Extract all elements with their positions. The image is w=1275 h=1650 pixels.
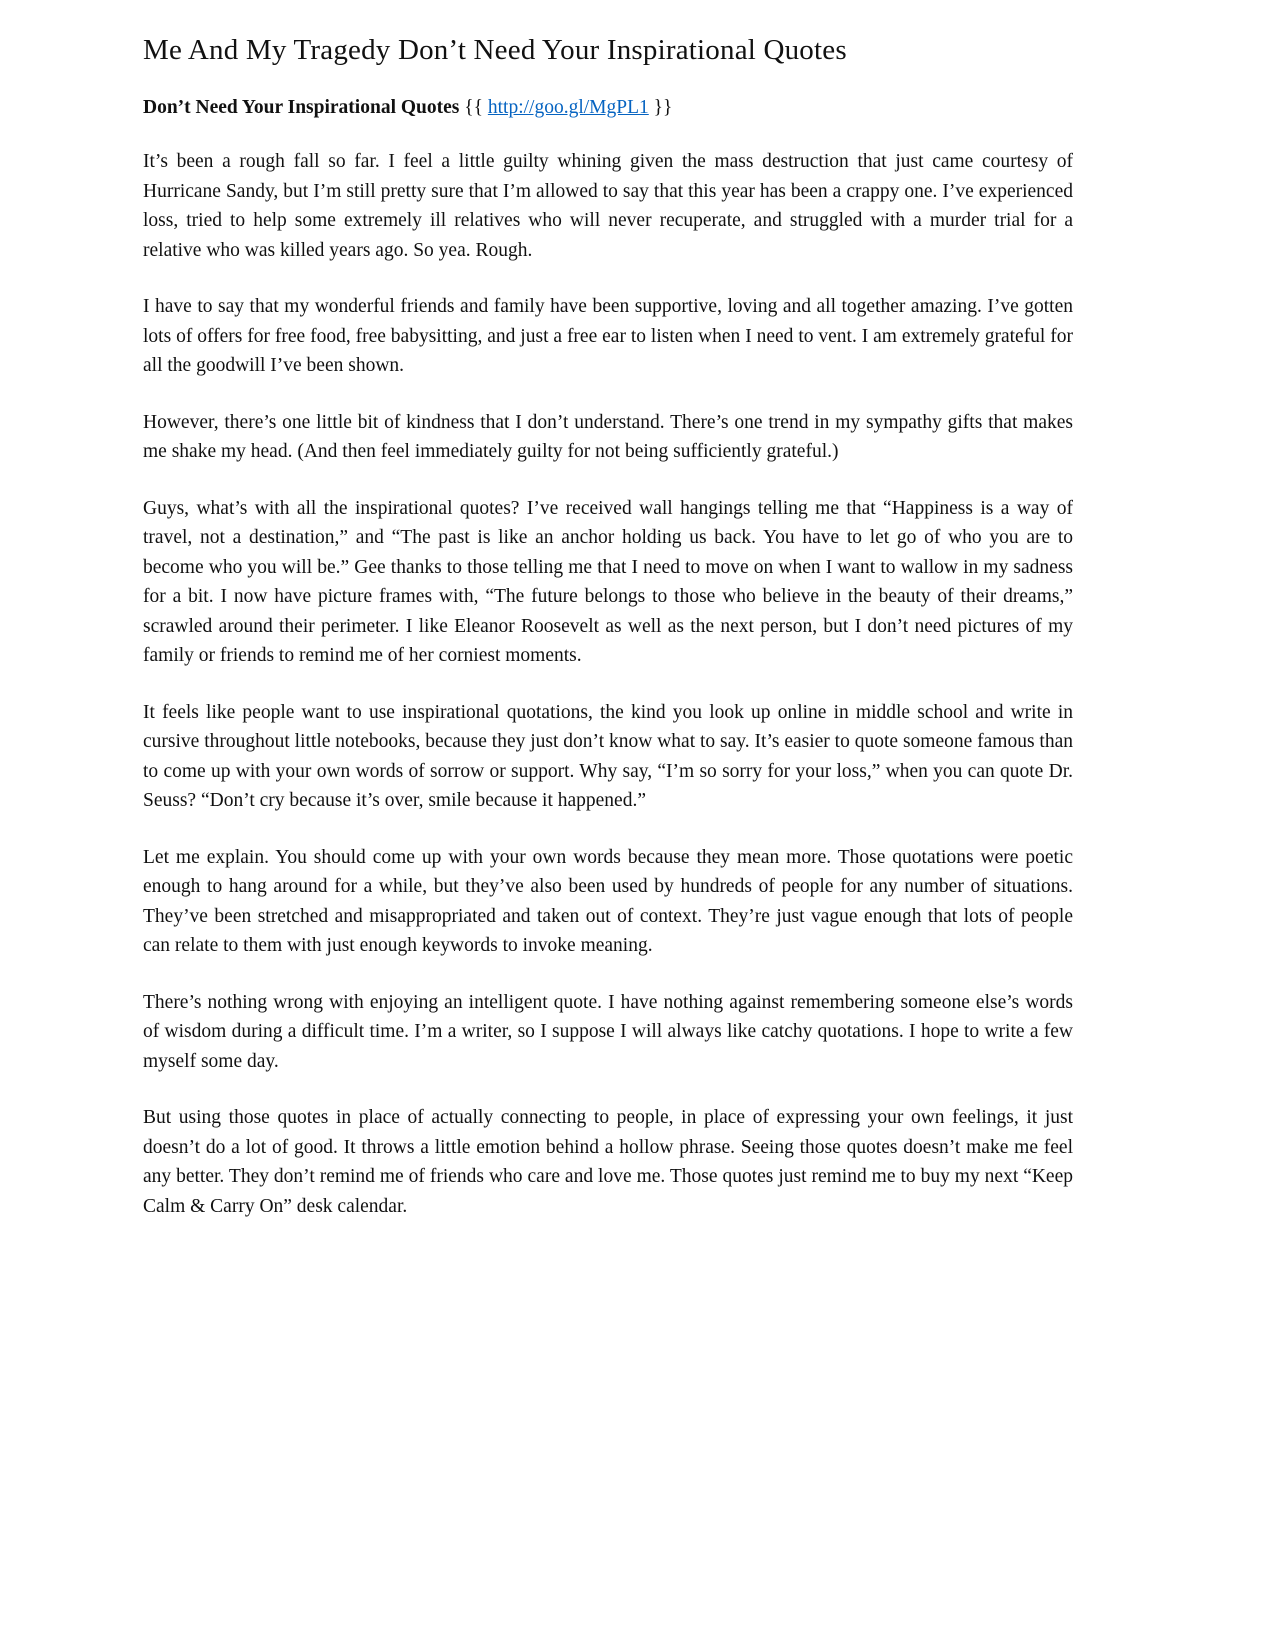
subtitle-close-braces: }} — [648, 97, 673, 118]
paragraph: Guys, what’s with all the inspirational quotes? I’ve received wall hangings telling me that “Happiness is a way of travel, not a destination,” and “The past is like an anchor holding us back. You have to let go of who you are to become who you will be.” Gee thanks to those telling me that I need to move on when I want to wallow in my sadness for a bit. I now have picture frames with, “The future belongs to those who believe in the beauty of their dreams,” scrawled around their perimeter. I like Eleanor Roosevelt as well as the next person, but I don’t need pictures of my family or friends to remind me of her corniest moments. — [143, 497, 1073, 666]
subtitle-bold-text: Don’t Need Your Inspirational Quotes — [143, 97, 460, 118]
subtitle-open-braces: {{ — [459, 97, 488, 118]
page-title: Me And My Tragedy Don’t Need Your Inspirational Quotes — [143, 34, 847, 66]
document-body — [143, 147, 1073, 1221]
subtitle-line — [143, 97, 1073, 119]
paragraph: Let me explain. You should come up with your own words because they mean more. Those quotations were poetic enough to hang around for a while, but they’ve also been used by hundreds of people for any number of situations. They’ve been stretched and misappropriated and taken out of context. They’re just vague enough that lots of people can relate to them with just enough keywords to invoke meaning. — [143, 846, 1073, 956]
paragraph: I have to say that my wonderful friends and family have been supportive, loving and all together amazing. I’ve gotten lots of offers for free food, free babysitting, and just a free ear to listen when I need to vent. I am extremely grateful for all the goodwill I’ve been shown. — [143, 296, 1073, 376]
paragraph: But using those quotes in place of actually connecting to people, in place of expressing your own feelings, it just doesn’t do a lot of good. It throws a little emotion behind a hollow phrase. Seeing those quotes doesn’t make me feel any better. They don’t remind me of friends who care and love me. Those quotes just remind me to buy my next “Keep Calm & Carry On” desk calendar. — [143, 1107, 1073, 1217]
paragraph: However, there’s one little bit of kindness that I don’t understand. There’s one trend in my sympathy gifts that makes me shake my head. (And then feel immediately guilty for not being sufficiently grateful.) — [143, 411, 1073, 462]
paragraph: It feels like people want to use inspirational quotations, the kind you look up online in middle school and write in cursive throughout little notebooks, because they just don’t know what to say. It’s easier to quote someone famous than to come up with your own words of sorrow or support. Why say, “I’m so sorry for your loss,” when you can quote Dr. Seuss? “Don’t cry because it’s over, smile because it happened.” — [143, 701, 1073, 811]
paragraph: There’s nothing wrong with enjoying an intelligent quote. I have nothing against remembering someone else’s words of wisdom during a difficult time. I’m a writer, so I suppose I will always like catchy quotations. I hope to write a few myself some day. — [143, 991, 1073, 1072]
paragraph: It’s been a rough fall so far. I feel a little guilty whining given the mass destruction that just came courtesy of Hurricane Sandy, but I’m still pretty sure that I’m allowed to say that this year has been a crappy one. I’ve experienced loss, tried to help some extremely ill relatives who will never recuperate, and struggled with a murder trial for a relative who was killed years ago. So yea. Rough. — [143, 151, 1073, 261]
goo-gl-link[interactable]: http://goo.gl/MgPL1 — [487, 97, 649, 118]
